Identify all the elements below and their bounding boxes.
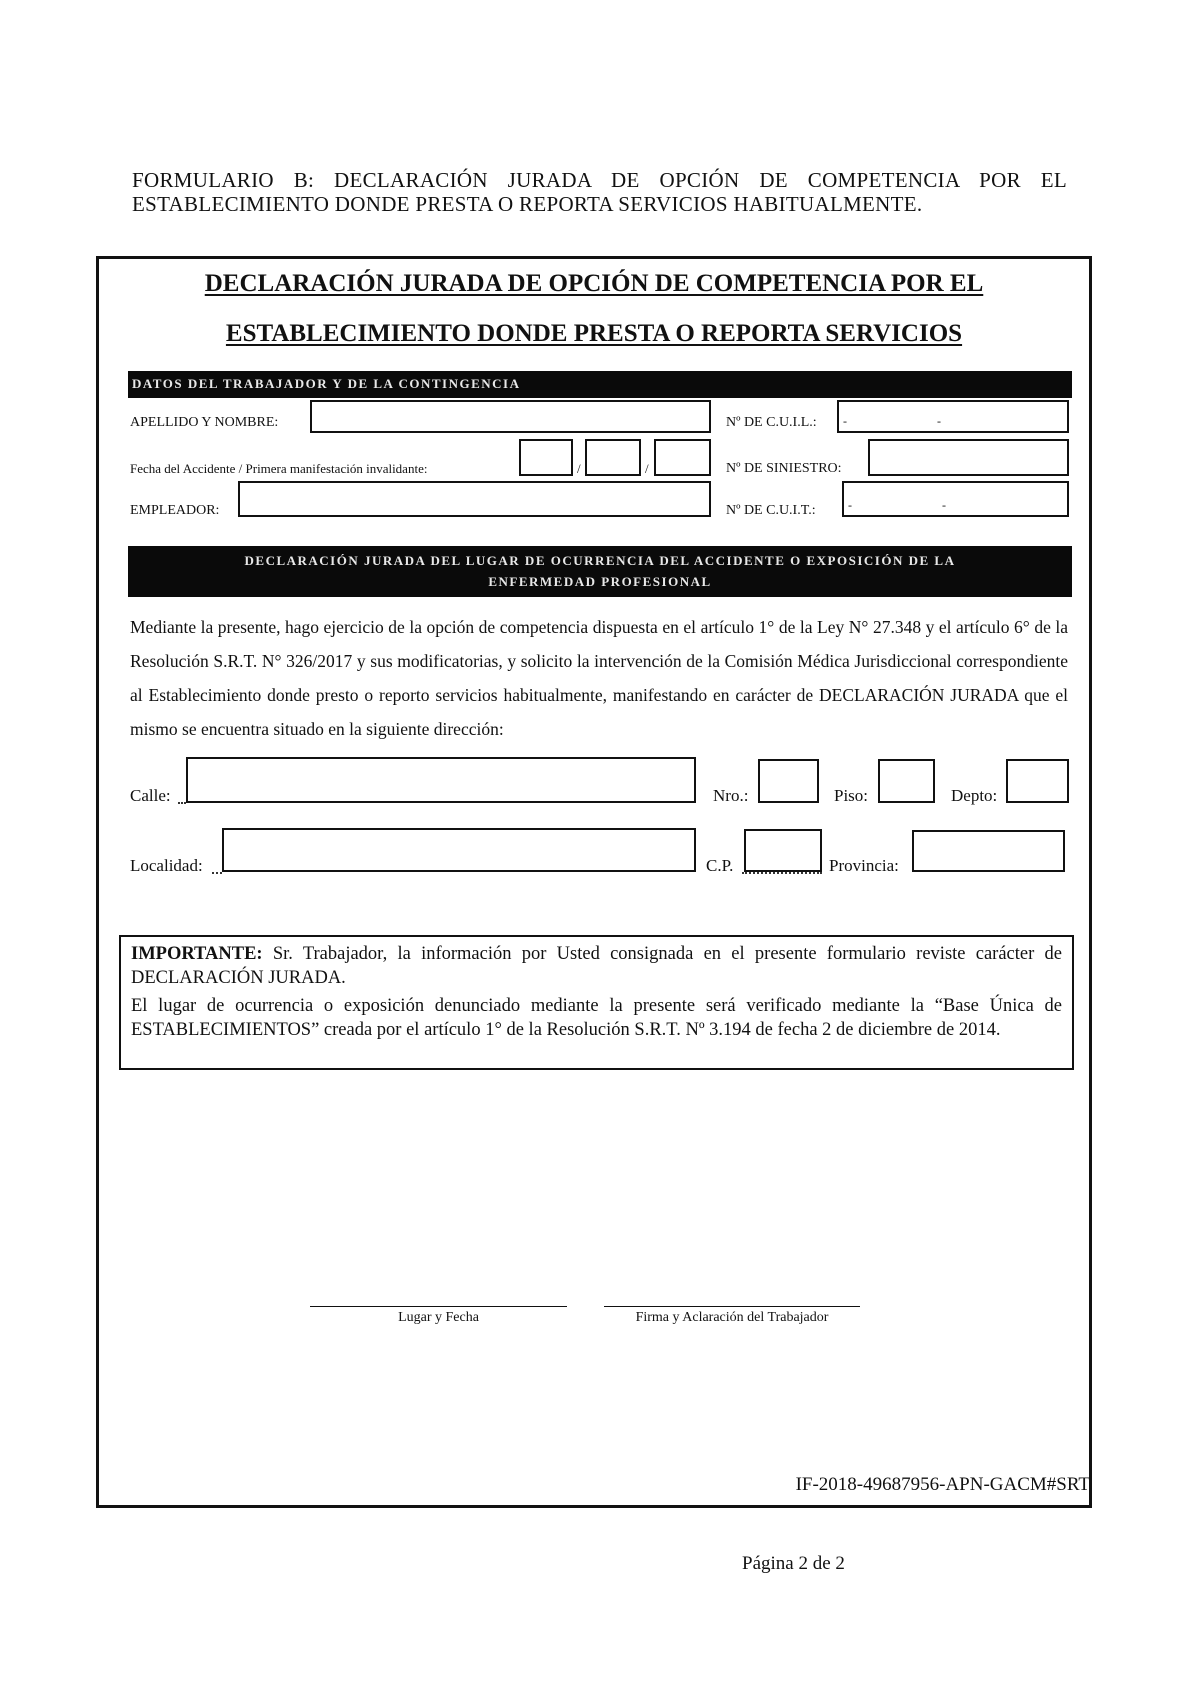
cuit-field[interactable] [842,481,1069,517]
localidad-label: Localidad: [130,856,203,875]
form-title-line1: FORMULARIO B: DECLARACIÓN JURADA DE OPCIÓN DE COMPETENCIA POR EL [132,168,1067,192]
cp-dots [742,872,822,874]
lugar-fecha-label: Lugar y Fecha [398,1310,479,1325]
section-worker-data-heading: DATOS DEL TRABAJADOR Y DE LA CONTINGENCIA [128,371,1072,398]
important-label: IMPORTANTE: [131,944,263,964]
fecha-year-field[interactable] [654,439,711,476]
main-title-line1: DECLARACIÓN JURADA DE OPCIÓN DE COMPETENCIA POR EL [204,270,984,297]
piso-label: Piso: [834,786,869,805]
cp-label: C.P. [706,856,734,875]
depto-label: Depto: [951,786,998,805]
lugar-fecha-line[interactable] [310,1306,567,1307]
declaration-paragraph: Mediante la presente, hago ejercicio de la opción de competencia dispuesta en el artículo 1° de la Ley N° 27.348 y el artículo 6° de la Resolución S.R.T. N° 326/2017 y sus modificatorias, y solicito la intervención de la Comisión Médica Jurisdiccional correspondiente al Establecimiento donde presto o reporto servicios habitualmente, manifestando en carácter de DECLARACIÓN JURADA que el mismo se encuentra situado en la siguiente dirección: [130,617,1068,739]
section-workplace-heading-line1: DECLARACIÓN JURADA DEL LUGAR DE OCURRENCIA DEL ACCIDENTE O EXPOSICIÓN DE LA [244,553,956,568]
apellido-label: APELLIDO Y NOMBRE: [130,415,279,430]
calle-field[interactable] [186,757,696,803]
date-separator-2: / [645,461,649,476]
document-id: IF-2018-49687956-APN-GACM#SRT [795,1474,1090,1495]
empleador-label: EMPLEADOR: [130,503,220,518]
cuil-field[interactable] [837,400,1069,433]
cuil-label: Nº DE C.U.I.L.: [726,415,817,430]
nro-label: Nro.: [713,786,749,805]
provincia-field[interactable] [912,830,1065,872]
form-title-line2: ESTABLECIMIENTO DONDE PRESTA O REPORTA SERVICIOS HABITUALMENTE. [132,192,923,216]
form-title [132,168,1067,216]
cp-field[interactable] [744,829,822,872]
firma-line[interactable] [604,1306,860,1307]
fecha-label: Fecha del Accidente / Primera manifestación invalidante: [130,461,428,476]
section-workplace-heading [128,546,1072,597]
localidad-dots [212,872,222,874]
calle-label: Calle: [130,786,171,805]
empleador-field[interactable] [238,481,711,517]
provincia-label: Provincia: [829,856,899,875]
siniestro-field[interactable] [868,439,1069,476]
cuil-dashes: - - [843,414,941,428]
important-text-2: El lugar de ocurrencia o exposición denunciado mediante la presente será verificado mediante la “Base Única de ESTABLECIMIENTOS” creada por el artículo 1° de la Resolución S.R.T. Nº 3.194 de fecha 2 de diciembre de 2014. [131,996,1062,1040]
important-text-1: Sr. Trabajador, la información por Usted consignada en el presente formulario reviste carácter de DECLARACIÓN JURADA. [131,944,1062,988]
cuit-label: Nº DE C.U.I.T.: [726,503,816,518]
date-separator-1: / [577,461,581,476]
page-number: Página 2 de 2 [742,1553,845,1574]
nro-field[interactable] [758,759,819,803]
cuit-dashes: - - [848,498,946,512]
piso-field[interactable] [878,759,935,803]
localidad-field[interactable] [222,828,696,872]
important-paragraph-1 [131,942,1062,990]
calle-dots [178,802,186,804]
firma-label: Firma y Aclaración del Trabajador [635,1310,829,1325]
fecha-day-field[interactable] [519,439,573,476]
section-workplace-heading-line2: ENFERMEDAD PROFESIONAL [488,574,712,589]
depto-field[interactable] [1006,759,1069,803]
siniestro-label: Nº DE SINIESTRO: [726,461,842,476]
fecha-month-field[interactable] [585,439,641,476]
important-notice [119,935,1074,1070]
apellido-field[interactable] [310,400,711,433]
main-title-line2: ESTABLECIMIENTO DONDE PRESTA O REPORTA SERVICIOS [225,320,963,347]
